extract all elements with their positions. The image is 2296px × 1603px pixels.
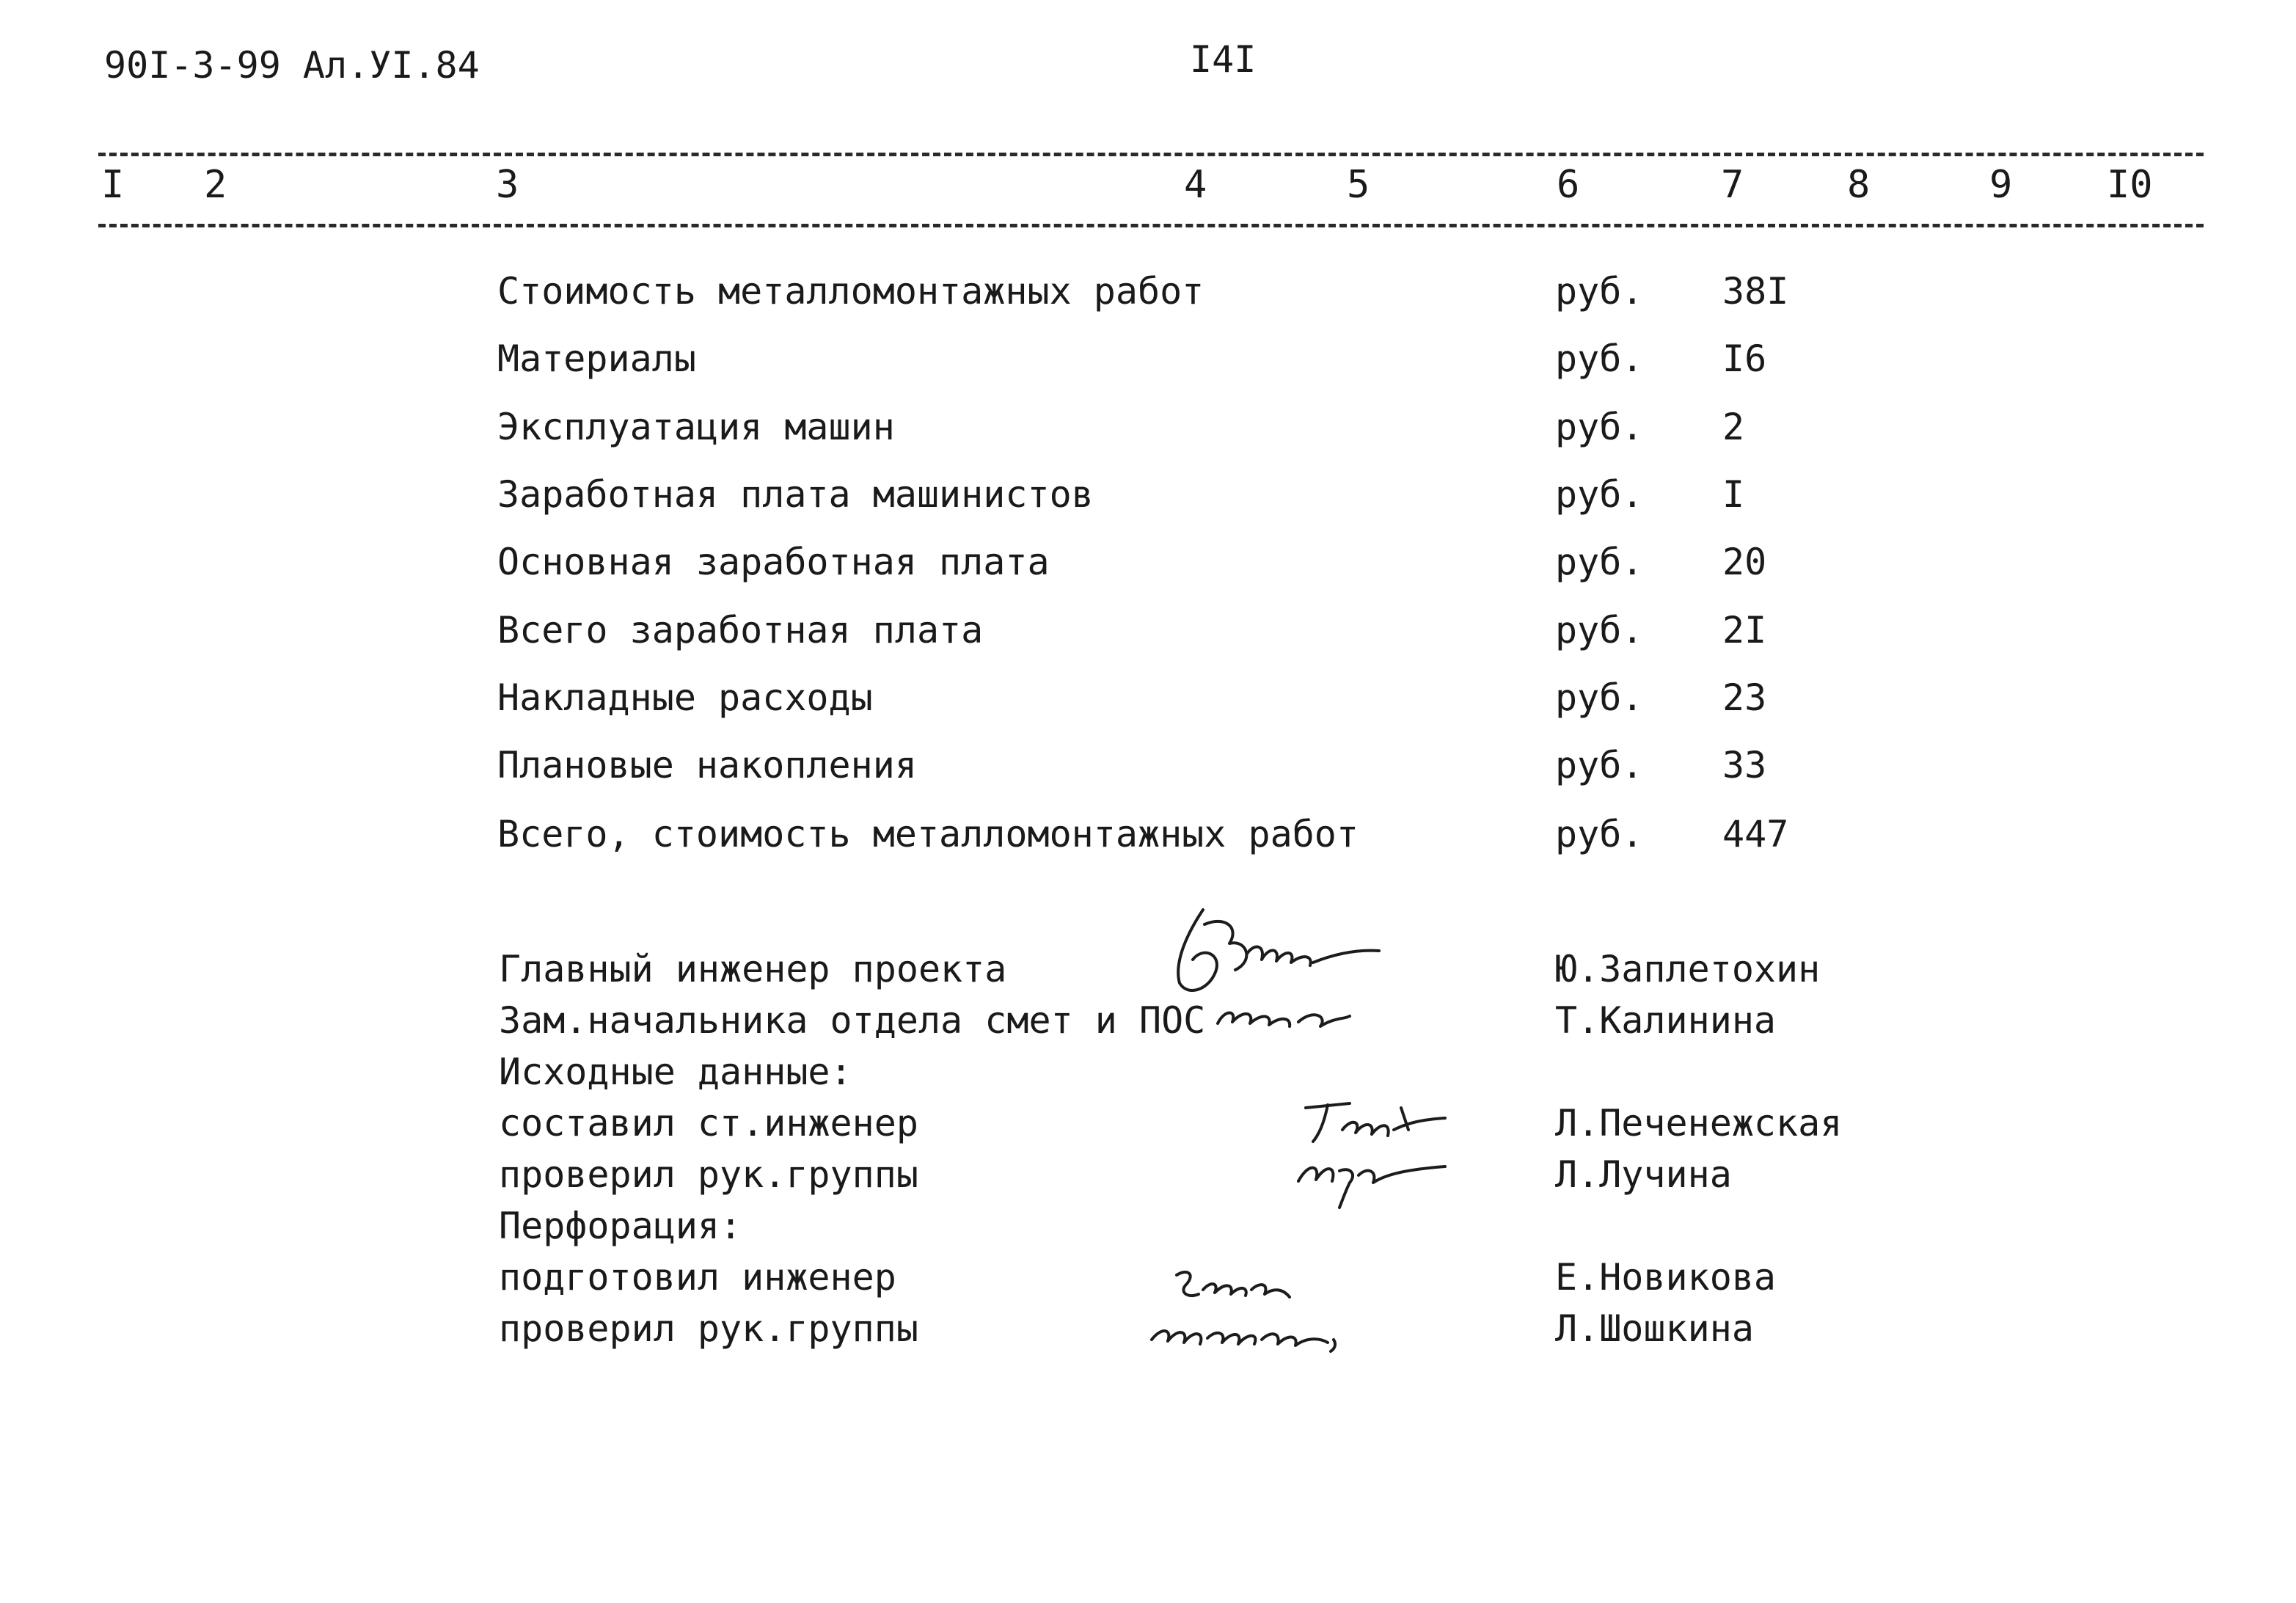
cost-row-value: 33 xyxy=(1722,744,1767,786)
signatory-title: Главный инженер проекта xyxy=(499,948,1007,990)
signatory-name: Т.Калинина xyxy=(1555,999,1777,1042)
signatory-title: составил ст.инженер xyxy=(499,1102,918,1144)
cost-row-label: Материалы xyxy=(497,337,696,380)
cost-row-value: 2 xyxy=(1722,406,1745,448)
cost-row-unit: руб. xyxy=(1555,676,1644,719)
cost-row-value: 23 xyxy=(1722,676,1767,719)
signatory-title: проверил рук.группы xyxy=(499,1307,918,1350)
document-code: 90I-3-99 Ал.УI.84 xyxy=(104,44,480,87)
cost-row-unit: руб. xyxy=(1555,406,1644,448)
handwritten-signature xyxy=(1291,1093,1452,1152)
column-number-9: 9 xyxy=(1989,163,2013,207)
section-heading-source-data: Исходные данные: xyxy=(499,1051,852,1093)
column-number-5: 5 xyxy=(1347,163,1370,207)
column-number-1: I xyxy=(101,163,125,207)
cost-row-unit: руб. xyxy=(1555,473,1644,516)
page-number: I4I xyxy=(1190,38,1257,81)
column-number-3: 3 xyxy=(496,163,519,207)
signatory-name: Ю.Заплетохин xyxy=(1555,948,1821,990)
cost-row-total-value: 447 xyxy=(1722,813,1789,855)
section-heading-perforation: Перфорация: xyxy=(499,1205,742,1247)
signatory-title: подготовил инженер xyxy=(499,1256,896,1299)
column-number-2: 2 xyxy=(204,163,227,207)
cost-row-value: I6 xyxy=(1722,337,1767,380)
cost-row-value: I xyxy=(1722,473,1745,516)
column-number-10: I0 xyxy=(2107,163,2153,207)
handwritten-signature xyxy=(1166,1260,1328,1312)
cost-row-unit: руб. xyxy=(1555,270,1644,313)
cost-row-label: Основная заработная плата xyxy=(497,541,1050,583)
cost-row-label: Заработная плата машинистов xyxy=(497,473,1094,516)
table-header-top-rule xyxy=(98,153,2204,156)
cost-row-value: 20 xyxy=(1722,541,1767,583)
cost-row-unit: руб. xyxy=(1555,541,1644,583)
cost-row-total-label: Всего, стоимость металломонтажных работ xyxy=(497,813,1359,855)
cost-row-label: Накладные расходы xyxy=(497,676,873,719)
table-header-bottom-rule xyxy=(98,224,2204,227)
column-number-4: 4 xyxy=(1184,163,1207,207)
signatory-name: Л.Лучина xyxy=(1555,1153,1732,1196)
cost-row-label: Всего заработная плата xyxy=(497,609,984,651)
cost-row-value: 38I xyxy=(1722,270,1789,313)
cost-row-unit: руб. xyxy=(1555,609,1644,651)
cost-row-unit: руб. xyxy=(1555,337,1644,380)
handwritten-signature xyxy=(1159,902,1394,1005)
signatory-title: Зам.начальника отдела смет и ПОС xyxy=(499,999,1206,1042)
cost-row-label: Стоимость металломонтажных работ xyxy=(497,270,1204,313)
column-number-6: 6 xyxy=(1557,163,1580,207)
signatory-name: Л.Шошкина xyxy=(1555,1307,1754,1350)
cost-row-value: 2I xyxy=(1722,609,1767,651)
handwritten-signature xyxy=(1291,1144,1452,1211)
handwritten-signature xyxy=(1210,994,1357,1038)
column-number-8: 8 xyxy=(1847,163,1871,207)
signatory-name: Л.Печенежская xyxy=(1555,1102,1843,1144)
column-number-7: 7 xyxy=(1721,163,1744,207)
signatory-title: проверил рук.группы xyxy=(499,1153,918,1196)
cost-row-label: Эксплуатация машин xyxy=(497,406,895,448)
handwritten-signature xyxy=(1144,1310,1357,1354)
cost-row-label: Плановые накопления xyxy=(497,744,917,786)
signatory-name: Е.Новикова xyxy=(1555,1256,1777,1299)
cost-row-total-unit: руб. xyxy=(1555,813,1644,855)
cost-row-unit: руб. xyxy=(1555,744,1644,786)
